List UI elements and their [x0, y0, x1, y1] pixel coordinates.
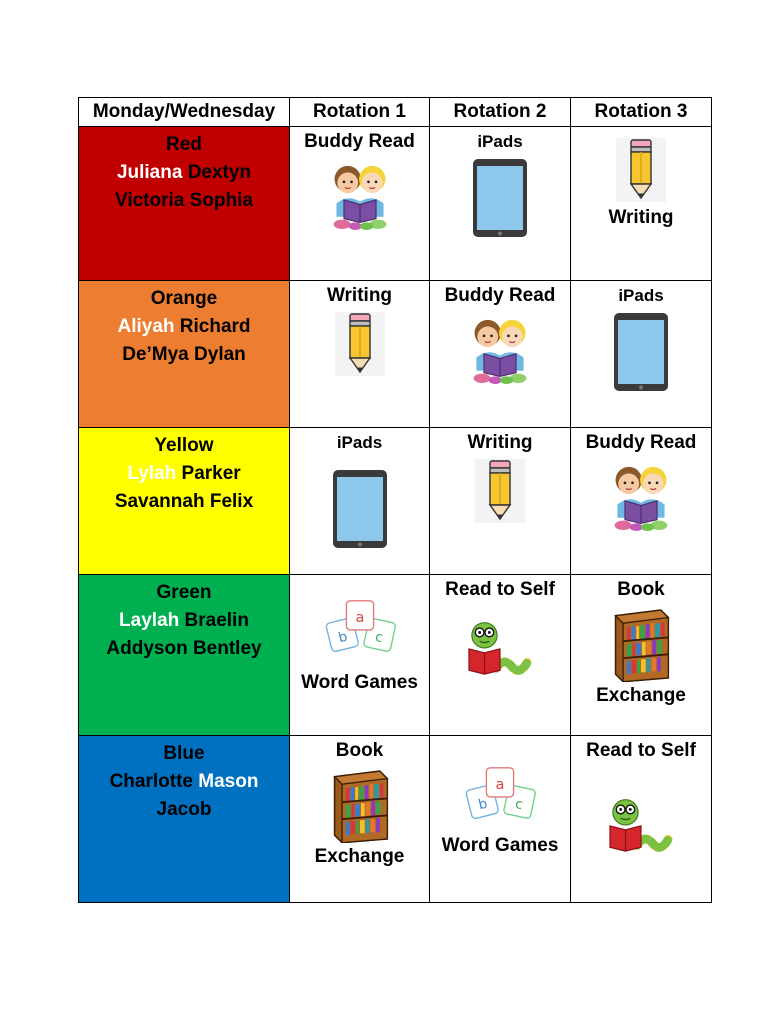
student-name: Charlotte [109, 771, 193, 792]
group-cell-blue [79, 736, 290, 903]
group-row-red [79, 127, 712, 281]
group-name: Blue [163, 743, 205, 764]
student-name: Jacob [156, 799, 212, 820]
rotation-3-header: Rotation 3 [571, 98, 712, 127]
pencil-icon [475, 459, 525, 523]
activity-cell-buddy-read [571, 428, 712, 575]
activity-cell-book-exchange [571, 575, 712, 736]
kids-reading-icon [327, 158, 393, 234]
student-name: Felix [209, 491, 254, 512]
student-name: Addyson [106, 638, 188, 659]
activity-cell-ipads [290, 428, 430, 575]
group-row-green [79, 575, 712, 736]
activity-label: Word Games [441, 835, 559, 856]
student-name: Richard [179, 316, 251, 337]
activity-label: Exchange [596, 685, 686, 706]
activity-cell-ipads [430, 127, 571, 281]
activity-label: Word Games [301, 672, 418, 693]
bookshelf-icon [327, 767, 393, 843]
group-cell-orange [79, 281, 290, 428]
letter-cards-icon [461, 760, 539, 828]
group-row-orange [79, 281, 712, 428]
activity-label: iPads [477, 132, 523, 151]
student-name: Aliyah [117, 316, 175, 337]
activity-label: Buddy Read [304, 131, 415, 152]
pencil-icon [335, 312, 385, 376]
activity-label: iPads [336, 433, 383, 452]
student-name: Lylah [127, 463, 177, 484]
student-name: Parker [181, 463, 241, 484]
group-name: Yellow [154, 435, 214, 456]
bookworm-icon [602, 791, 680, 855]
student-name: Mason [198, 771, 259, 792]
group-name: Orange [150, 288, 218, 309]
group-cell-green [79, 575, 290, 736]
activity-cell-writing [571, 127, 712, 281]
group-row-blue [79, 736, 712, 903]
student-name: Braelin [184, 610, 249, 631]
kids-reading-icon [608, 459, 674, 535]
student-name: Dextyn [187, 162, 252, 183]
student-name: Victoria [115, 190, 185, 211]
activity-label: Buddy Read [585, 432, 697, 453]
activity-cell-word-games [430, 736, 571, 903]
pencil-icon [616, 138, 666, 202]
student-name: De’Mya [122, 344, 189, 365]
student-name: Dylan [194, 344, 246, 365]
header-row [79, 98, 712, 127]
student-name: Sophia [189, 190, 253, 211]
rotation-schedule-table [78, 97, 712, 903]
activity-label: Book [617, 579, 665, 600]
activity-cell-ipads [571, 281, 712, 428]
group-name: Red [166, 134, 202, 155]
tablet-icon [332, 469, 388, 549]
kids-reading-icon [467, 312, 533, 388]
activity-label: Writing [608, 207, 674, 228]
student-name: Laylah [119, 610, 180, 631]
activity-cell-word-games [290, 575, 430, 736]
activity-cell-book-exchange [290, 736, 430, 903]
activity-label: Buddy Read [444, 285, 556, 306]
rotation-1-header: Rotation 1 [290, 98, 430, 127]
activity-cell-writing [430, 428, 571, 575]
group-name: Green [156, 582, 212, 603]
activity-cell-read-to-self [430, 575, 571, 736]
group-row-yellow [79, 428, 712, 575]
activity-label: iPads [618, 286, 664, 305]
activity-label: Book [335, 740, 384, 761]
group-cell-red [79, 127, 290, 281]
activity-cell-writing [290, 281, 430, 428]
letter-cards-icon [321, 593, 399, 661]
bookworm-icon [461, 614, 539, 678]
activity-label: Read to Self [586, 740, 696, 761]
activity-cell-buddy-read [430, 281, 571, 428]
group-cell-yellow [79, 428, 290, 575]
student-name: Savannah [114, 491, 205, 512]
day-header: Monday/Wednesday [79, 98, 290, 127]
activity-cell-read-to-self [571, 736, 712, 903]
rotation-2-header: Rotation 2 [430, 98, 571, 127]
tablet-icon [613, 312, 669, 392]
activity-label: Writing [326, 285, 393, 306]
student-name: Juliana [116, 162, 183, 183]
activity-label: Writing [467, 432, 533, 453]
activity-cell-buddy-read [290, 127, 430, 281]
student-name: Bentley [192, 638, 262, 659]
bookshelf-icon [608, 606, 674, 682]
tablet-icon [472, 158, 528, 238]
activity-label: Exchange [314, 846, 405, 867]
activity-label: Read to Self [445, 579, 555, 600]
